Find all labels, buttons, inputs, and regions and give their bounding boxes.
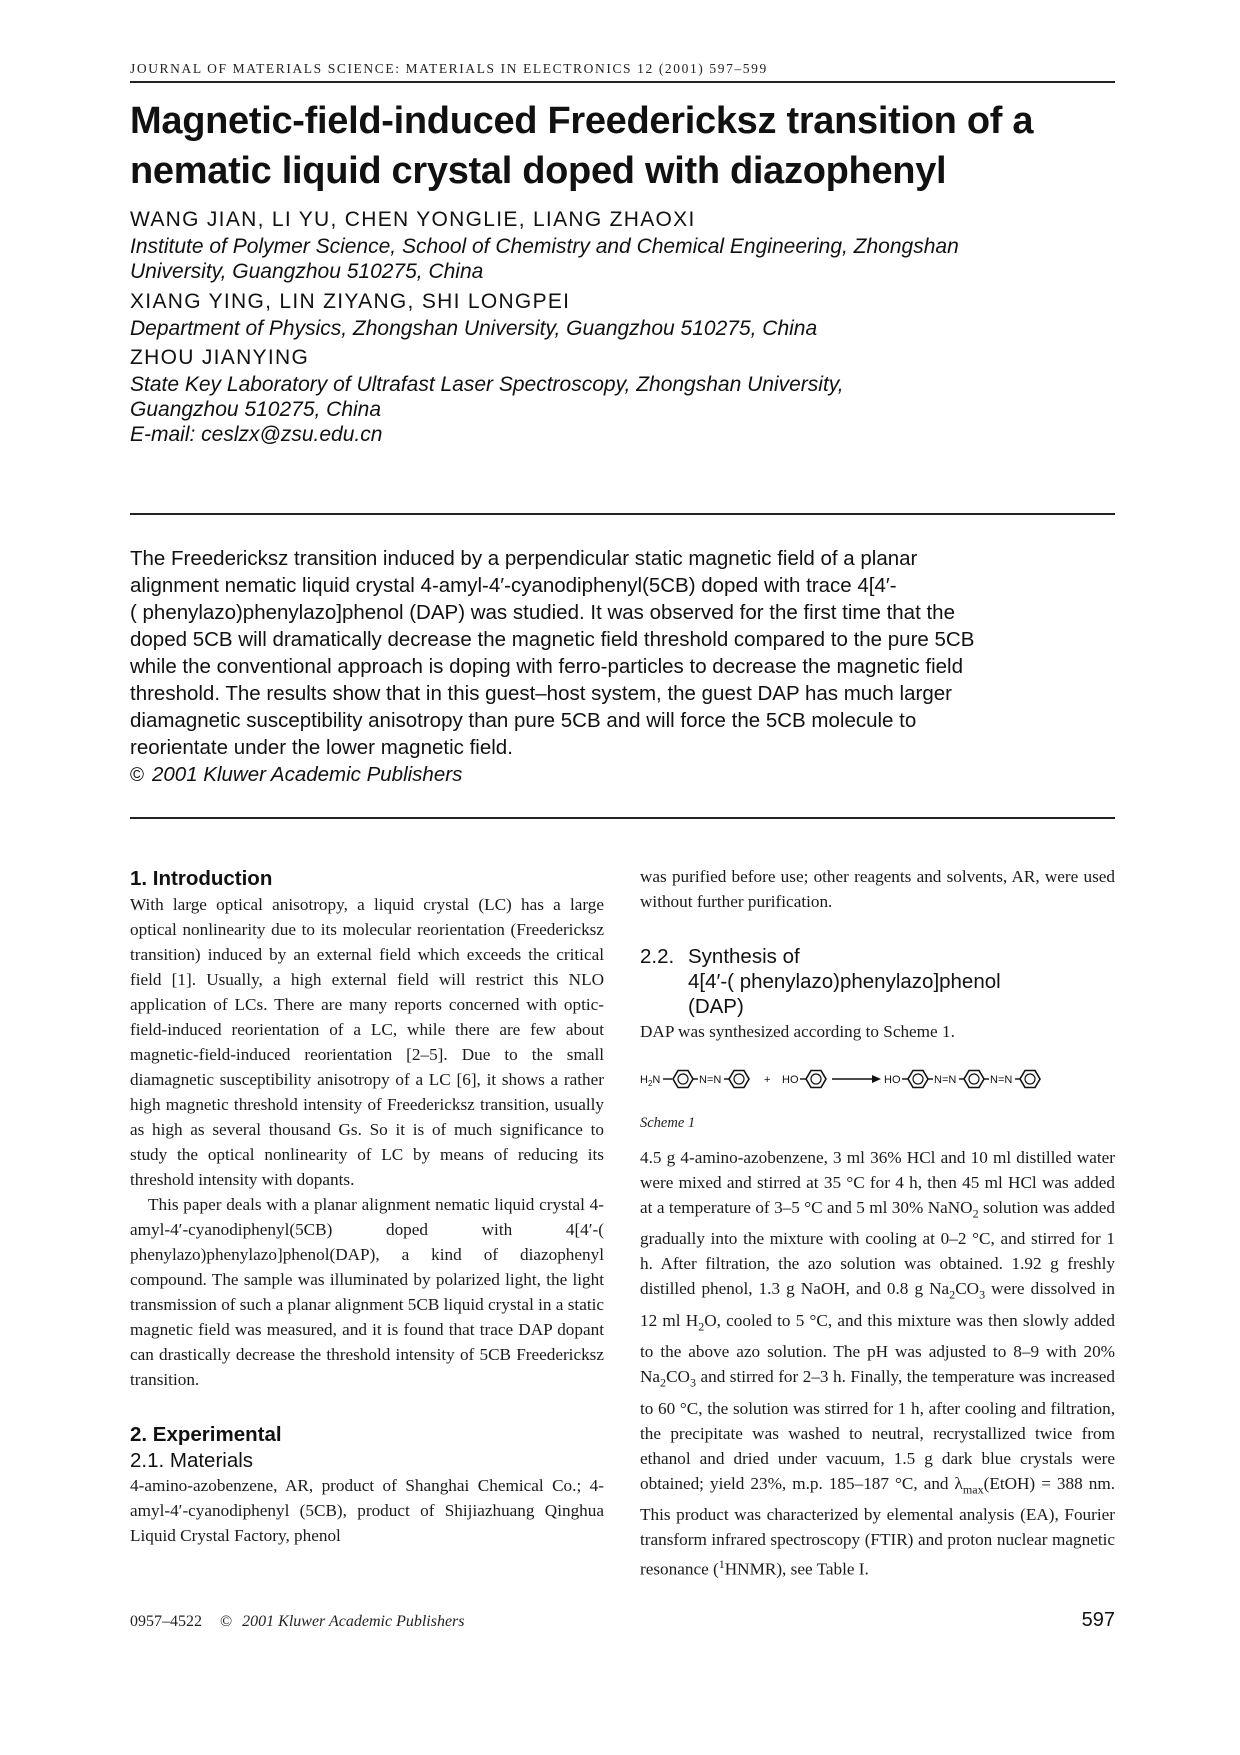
abstract-line: while the conventional approach is doping with ferro-particles to decrease the magnetic field xyxy=(130,655,964,678)
abstract-line: alignment nematic liquid crystal 4-amyl-4′-cyanodiphenyl(5CB) doped with trace 4[4′- xyxy=(130,574,897,597)
copyright-icon: © xyxy=(130,765,144,786)
abstract-top-rule xyxy=(130,513,1115,515)
amine-label: $H_2N$ xyxy=(640,1074,661,1088)
plus-sign: + xyxy=(764,1074,771,1086)
email: E-mail: ceslzx@zsu.edu.cn xyxy=(130,423,383,446)
subsection-title-line: Synthesis of xyxy=(688,945,800,968)
copyright-icon: © xyxy=(220,1613,233,1630)
abstract xyxy=(130,545,1115,789)
footer-publisher: 2001 Kluwer Academic Publishers xyxy=(242,1613,465,1630)
reaction-scheme xyxy=(640,1062,1115,1096)
affiliation-line: University, Guangzhou 510275, China xyxy=(130,260,484,283)
affiliation xyxy=(130,316,1115,341)
subsection-title-line: (DAP) xyxy=(688,995,744,1018)
subsection-heading-materials: 2.1. Materials xyxy=(130,1449,254,1472)
synthesis-body xyxy=(640,1145,1115,1582)
subsection-number: 2.2. xyxy=(640,945,675,968)
benzene-ring-icon xyxy=(806,1071,826,1088)
affiliation-line: State Key Laboratory of Ultrafast Laser Spectroscopy, Zhongshan University, xyxy=(130,373,844,396)
azo-label: N=N xyxy=(934,1074,957,1086)
title-line: nematic liquid crystal doped with diazophenyl xyxy=(130,150,947,192)
abstract-line: ( phenylazo)phenylazo]phenol (DAP) was studied. It was observed for the first time that the xyxy=(130,601,955,624)
benzene-ring-icon xyxy=(964,1071,984,1088)
running-head: JOURNAL OF MATERIALS SCIENCE: MATERIALS IN ELECTRONICS 12 (2001) 597–599 xyxy=(130,61,768,76)
affiliation-line: Guangzhou 510275, China xyxy=(130,398,382,421)
affiliation xyxy=(130,234,1115,284)
synthesis-intro: DAP was synthesized according to Scheme 1. xyxy=(640,1022,955,1041)
title-line: Magnetic-field-induced Freedericksz transition of a xyxy=(130,100,1034,142)
hydroxyl-label: HO xyxy=(782,1074,799,1086)
subsection-heading-synthesis xyxy=(640,944,1115,1019)
subsection-title-line: 4[4′-( phenylazo)phenylazo]phenol xyxy=(688,970,1001,993)
abstract-line: The Freedericksz transition induced by a perpendicular static magnetic field of a planar xyxy=(130,547,918,570)
subsection-title xyxy=(688,944,1001,1019)
author-list: WANG JIAN, LI YU, CHEN YONGLIE, LIANG ZHAOXI xyxy=(130,208,696,231)
section-heading-introduction: 1. Introduction xyxy=(130,867,273,890)
hydroxyl-label: HO xyxy=(884,1074,901,1086)
benzene-ring-icon xyxy=(673,1071,693,1088)
page-number: 597 xyxy=(1081,1609,1115,1631)
intro-paragraph-1: With large optical anisotropy, a liquid crystal (LC) has a large optical nonlinearity due to its molecular reorientation (Freedericksz transition) induced by an external field which exceeds the critical field [1]. Usually, a high external field will restrict this NLO application of LCs. There are many reports concerned with optic-field-induced reorientation of a LC, while there are few about magnetic-field-induced reorientation [2–5]. Due to the small diamagnetic susceptibility anisotropy of a LC [6], it shows a rather high magnetic threshold intensity of Freedericksz transition, usually as high as several thousand Gs. So it is of much significance to study the optical nonlinearity of LC by means of reducing its threshold intensity with dopants. xyxy=(130,895,604,1189)
abstract-bottom-rule xyxy=(130,817,1115,819)
section-heading-experimental: 2. Experimental xyxy=(130,1423,282,1446)
header-rule xyxy=(130,81,1115,83)
affiliation-line: Department of Physics, Zhongshan University, Guangzhou 510275, China xyxy=(130,317,818,340)
scheme-caption: Scheme 1 xyxy=(640,1115,696,1131)
affiliation xyxy=(130,372,1115,447)
reaction-arrow-icon xyxy=(832,1075,881,1083)
author-list: ZHOU JIANYING xyxy=(130,346,310,369)
abstract-line: diamagnetic susceptibility anisotropy than pure 5CB and will force the 5CB molecule to xyxy=(130,709,917,732)
materials-paragraph-continued: was purified before use; other reagents and solvents, AR, were used without further purification. xyxy=(640,867,1115,911)
intro-paragraph-2: This paper deals with a planar alignment nematic liquid crystal 4-amyl-4′-cyanodiphenyl(5CB) doped with 4[4′-( phenylazo)phenylazo]phenol(DAP), a kind of diazophenyl compound. The sample was illuminated by polarized light, the light transmission of such a planar alignment 5CB liquid crystal in a static magnetic field was measured, and it is found that trace DAP dopant can drastically decrease the threshold intensity of 5CB Freedericksz transition. xyxy=(130,1195,604,1389)
abstract-line: reorientate under the lower magnetic field. xyxy=(130,736,513,759)
author-list: XIANG YING, LIN ZIYANG, SHI LONGPEI xyxy=(130,290,571,313)
benzene-ring-icon xyxy=(1020,1071,1040,1088)
left-column xyxy=(130,866,604,1548)
right-column xyxy=(640,864,1115,1044)
footer-issn xyxy=(130,1613,465,1631)
azo-label: N=N xyxy=(990,1074,1013,1086)
benzene-ring-icon xyxy=(729,1071,749,1088)
issn: 0957–4522 xyxy=(130,1613,202,1630)
paper-title xyxy=(130,96,1120,196)
affiliation-line: Institute of Polymer Science, School of Chemistry and Chemical Engineering, Zhongshan xyxy=(130,235,959,258)
azo-label: N=N xyxy=(699,1074,722,1086)
copyright-text: 2001 Kluwer Academic Publishers xyxy=(152,763,463,786)
materials-paragraph: 4-amino-azobenzene, AR, product of Shanghai Chemical Co.; 4-amyl-4′-cyanodiphenyl (5CB), product of Shijiazhuang Qinghua Liquid Crystal Factory, phenol xyxy=(130,1476,604,1545)
abstract-line: doped 5CB will dramatically decrease the magnetic field threshold compared to the pure 5CB xyxy=(130,628,975,651)
abstract-copyright xyxy=(130,761,1115,789)
benzene-ring-icon xyxy=(908,1071,928,1088)
synthesis-paragraph: 4.5 g 4-amino-azobenzene, 3 ml 36% HCl and 10 ml distilled water were mixed and stirred at 35 °C for 4 h, then 45 ml HCl was added at a temperature of 3–5 °C and 5 ml 30% NaNO$_2$ solution was added gradually into the mixture with cooling at 0–2 °C, and stirred for 1 h. After filtration, the azo solution was obtained. 1.92 g freshly distilled phenol, 1.3 g NaOH, and 0.8 g $Na_2CO_3$ were dissolved in 12 ml $H_2O$, cooled to 5 °C, and this mixture was then slowly added to the above azo solution. The pH was adjusted to 8–9 with 20% $Na_2CO_3$ and stirred for 2–3 h. Finally, the temperature was increased to 60 °C, the solution was stirred for 1 h, after cooling and filtration, the precipitate was washed to neutral, recrystallized twice from ethanol and dried under vacuum, 1.5 g dark blue crystals were obtained; yield 23%, m.p. 185–187 °C, and $\lambda_{max}(EtOH) = 388$ nm. This product was characterized by elemental analysis (EA), Fourier transform infrared spectroscopy (FTIR) and proton nuclear magnetic resonance ($^1$HNMR), see Table I. xyxy=(640,1148,1116,1579)
abstract-line: threshold. The results show that in this guest–host system, the guest DAP has much larger xyxy=(130,682,952,705)
